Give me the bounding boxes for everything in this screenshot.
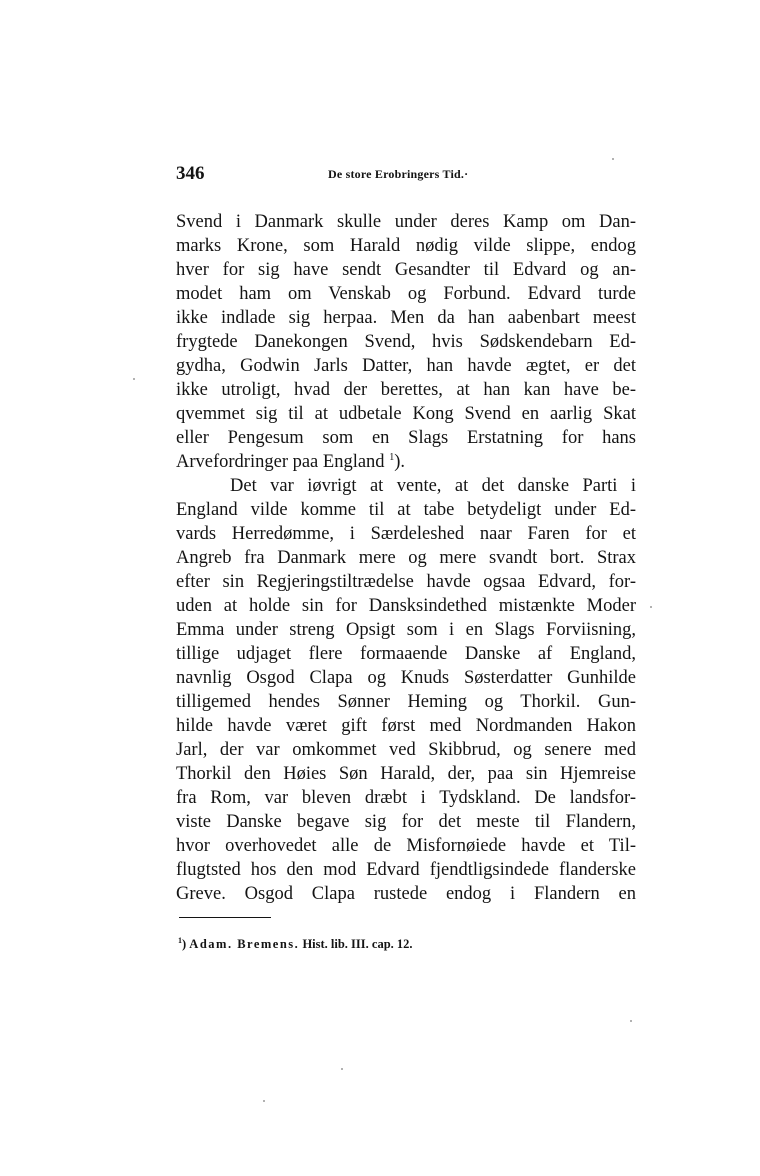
text-line: eller Pengesum som en Slags Erstatning for hans	[176, 428, 636, 448]
text-line: ikke indlade sig herpaa. Men da han aabenbart meest	[176, 308, 636, 328]
text-line: frygtede Danekongen Svend, hvis Sødskendebarn Ed-	[176, 332, 636, 352]
text-line: Jarl, der var omkommet ved Skibbrud, og senere med	[176, 740, 636, 760]
paper-speck	[133, 378, 135, 380]
paper-speck	[630, 1020, 632, 1022]
footnote-author: Adam. Bremens.	[189, 937, 300, 951]
text-line: Emma under streng Opsigt som i en Slags Forviisning,	[176, 620, 636, 640]
text-line: tilligemed hendes Sønner Heming og Thorkil. Gun-	[176, 692, 636, 712]
page-header	[176, 163, 636, 189]
text-line: Thorkil den Høies Søn Harald, der, paa sin Hjemreise	[176, 764, 636, 784]
text-line: efter sin Regjeringstiltrædelse havde ogsaa Edvard, for-	[176, 572, 636, 592]
footnote-reference[interactable]: 1	[389, 451, 395, 463]
paper-speck	[263, 1100, 265, 1102]
text-fragment: Arvefordringer paa England	[176, 452, 385, 472]
text-line: Svend i Danmark skulle under deres Kamp om Dan-	[176, 212, 636, 232]
running-title: De store Erobringers Tid.·	[328, 167, 469, 181]
text-line: modet ham om Venskab og Forbund. Edvard turde	[176, 284, 636, 304]
footnote-reference-suffix: ).	[394, 452, 405, 472]
footnote-divider	[179, 917, 271, 918]
text-line: Angreb fra Danmark mere og mere svandt bort. Strax	[176, 548, 636, 568]
text-line: vards Herredømme, i Særdeleshed naar Faren for et	[176, 524, 636, 544]
text-line: gydha, Godwin Jarls Datter, han havde ægtet, er det	[176, 356, 636, 376]
text-line: navnlig Osgod Clapa og Knuds Søsterdatter Gunhilde	[176, 668, 636, 688]
text-line: tillige udjaget flere formaaende Danske af England,	[176, 644, 636, 664]
text-line: hilde havde været gift først med Nordmanden Hakon	[176, 716, 636, 736]
footnote-marker: 1	[178, 935, 182, 945]
text-line: ikke utroligt, hvad der berettes, at han kan have be-	[176, 380, 636, 400]
page-number: 346	[176, 163, 205, 184]
paper-speck	[650, 606, 652, 608]
text-line: viste Danske begave sig for det meste til Flandern,	[176, 812, 636, 832]
text-line: flugtsted hos den mod Edvard fjendtligsindede flanderske	[176, 860, 636, 880]
text-line: uden at holde sin for Dansksindethed mistænkte Moder	[176, 596, 636, 616]
body-text	[176, 210, 636, 906]
text-line: fra Rom, var bleven dræbt i Tydskland. De landsfor-	[176, 788, 636, 808]
paragraph-start-line: Det var iøvrigt at vente, at det danske Parti i	[230, 476, 636, 496]
text-line: hvor overhovedet alle de Misfornøiede havde et Til-	[176, 836, 636, 856]
footnote-marker-paren: )	[182, 937, 187, 951]
text-line: hver for sig have sendt Gesandter til Edvard og an-	[176, 260, 636, 280]
text-line: England vilde komme til at tabe betydeligt under Ed-	[176, 500, 636, 520]
footnote	[178, 937, 413, 952]
paragraph-end-line	[176, 450, 636, 474]
paper-speck	[341, 1068, 343, 1070]
text-line: Greve. Osgod Clapa rustede endog i Flandern en	[176, 884, 636, 904]
text-line: marks Krone, som Harald nødig vilde slippe, endog	[176, 236, 636, 256]
text-line: qvemmet sig til at udbetale Kong Svend en aarlig Skat	[176, 404, 636, 424]
footnote-citation: Hist. lib. III. cap. 12.	[302, 937, 413, 951]
paper-speck	[612, 158, 614, 160]
